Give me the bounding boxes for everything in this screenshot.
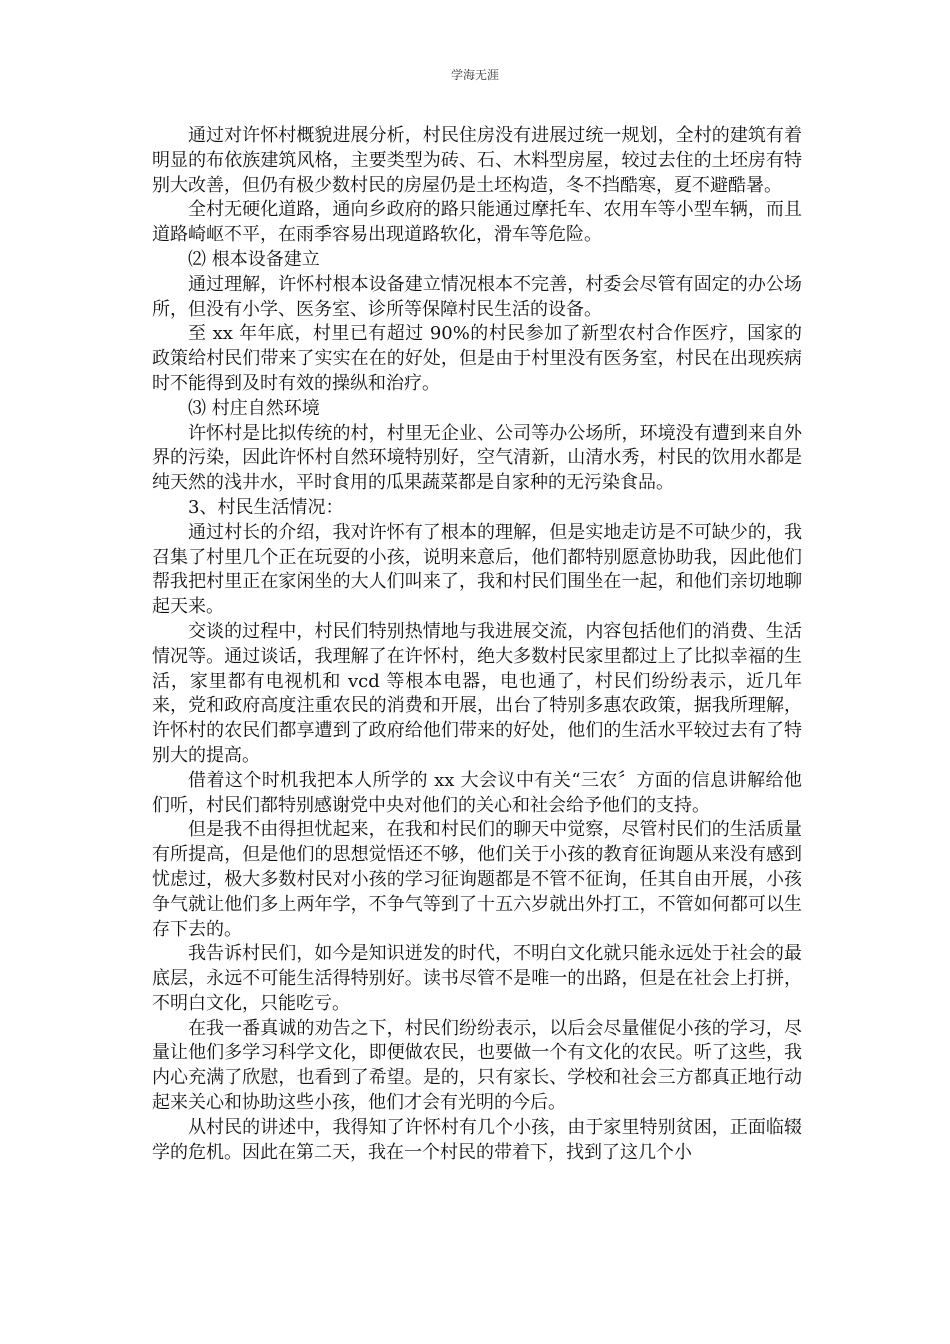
paragraph: 借着这个时机我把本人所学的 xx 大会议中有关“三农〞方面的信息讲解给他们听，村民们都特别感谢党中央对他们的关心和社会给予他们的支持。 bbox=[152, 769, 802, 816]
paragraph: 交谈的过程中，村民们特别热情地与我进展交流，内容包括他们的消费、生活情况等。通过谈话，我理解了在许怀村，绝大多数村民家里都过上了比拟幸福的生活，家里都有电视机和 vcd 等根本电器，电也通了，村民们纷纷表示，近几年来，党和政府高度注重农民的消费和开展，出台了特别多惠农政策，据我所理解，许怀村的农民们都享遭到了政府给他们带来的好处，他们的生活水平较过去有了特别大的提高。 bbox=[152, 620, 802, 766]
section-heading: ⑶ 村庄自然环境 bbox=[188, 397, 320, 419]
paragraph: 从村民的讲述中，我得知了许怀村有几个小孩，由于家里特别贫困，正面临辍学的危机。因此在第二天，我在一个村民的带着下，找到了这几个小 bbox=[152, 1116, 802, 1163]
paragraph: 在我一番真诚的劝告之下，村民们纷纷表示，以后会尽量催促小孩的学习，尽量让他们多学习科学文化，即便做农民，也要做一个有文化的农民。听了这些，我内心充满了欣慰，也看到了希望。是的，只有家长、学校和社会三方都真正地行动起来关心和协助这些小孩，他们才会有光明的今后。 bbox=[152, 1017, 802, 1114]
paragraph: 通过理解，许怀村根本设备建立情况根本不完善，村委会尽管有固定的办公场所，但没有小学、医务室、诊所等保障村民生活的设备。 bbox=[152, 273, 802, 320]
paragraph: 至 xx 年年底，村里已有超过 90%的村民参加了新型农村合作医疗，国家的政策给村民们带来了实实在在的好处，但是由于村里没有医务室，村民在出现疾病时不能得到及时有效的操纵和治疗。 bbox=[152, 323, 802, 394]
paragraph: 通过对许怀村概貌进展分析，村民住房没有进展过统一规划，全村的建筑有着明显的布依族建筑风格，主要类型为砖、石、木料型房屋，较过去住的土坯房有特别大改善，但仍有极少数村民的房屋仍是土坯构造，冬不挡酷寒，夏不避酷暑。 bbox=[152, 125, 802, 196]
paragraph: 我告诉村民们，如今是知识迸发的时代，不明白文化就只能永远处于社会的最底层，永远不可能生活得特别好。读书尽管不是唯一的出路，但是在社会上打拼，不明白文化，只能吃亏。 bbox=[152, 943, 802, 1014]
paragraph: 全村无硬化道路，通向乡政府的路只能通过摩托车、农用车等小型车辆，而且道路崎岖不平，在雨季容易出现道路软化，滑车等危险。 bbox=[152, 199, 802, 246]
section-heading: 3、村民生活情况： bbox=[188, 496, 344, 518]
paragraph: 许怀村是比拟传统的村，村里无企业、公司等办公场所，环境没有遭到来自外界的污染，因此许怀村自然环境特别好，空气清新，山清水秀，村民的饮用水都是纯天然的浅井水，平时食用的瓜果蔬菜都是自家种的无污染食品。 bbox=[152, 422, 802, 494]
document-body bbox=[152, 124, 802, 1165]
paragraph: 通过村长的介绍，我对许怀有了根本的理解，但是实地走访是不可缺少的，我召集了村里几个正在玩耍的小孩，说明来意后，他们都特别愿意协助我，因此他们帮我把村里正在家闲坐的大人们叫来了，我和村民们围坐在一起，和他们亲切地聊起天来。 bbox=[152, 521, 802, 618]
paragraph: 但是我不由得担忧起来，在我和村民们的聊天中觉察，尽管村民们的生活质量有所提高，但是他们的思想觉悟还不够，他们关于小孩的教育征询题从来没有感到忧虑过，极大多数村民对小孩的学习征询题都是不管不征询，任其自由开展，小孩争气就让他们多上两年学，不争气等到了十五六岁就出外打工，不管如何都可以生存下去的。 bbox=[152, 819, 802, 940]
section-heading: ⑵ 根本设备建立 bbox=[188, 248, 320, 270]
page-header: 学海无涯 bbox=[450, 68, 499, 82]
